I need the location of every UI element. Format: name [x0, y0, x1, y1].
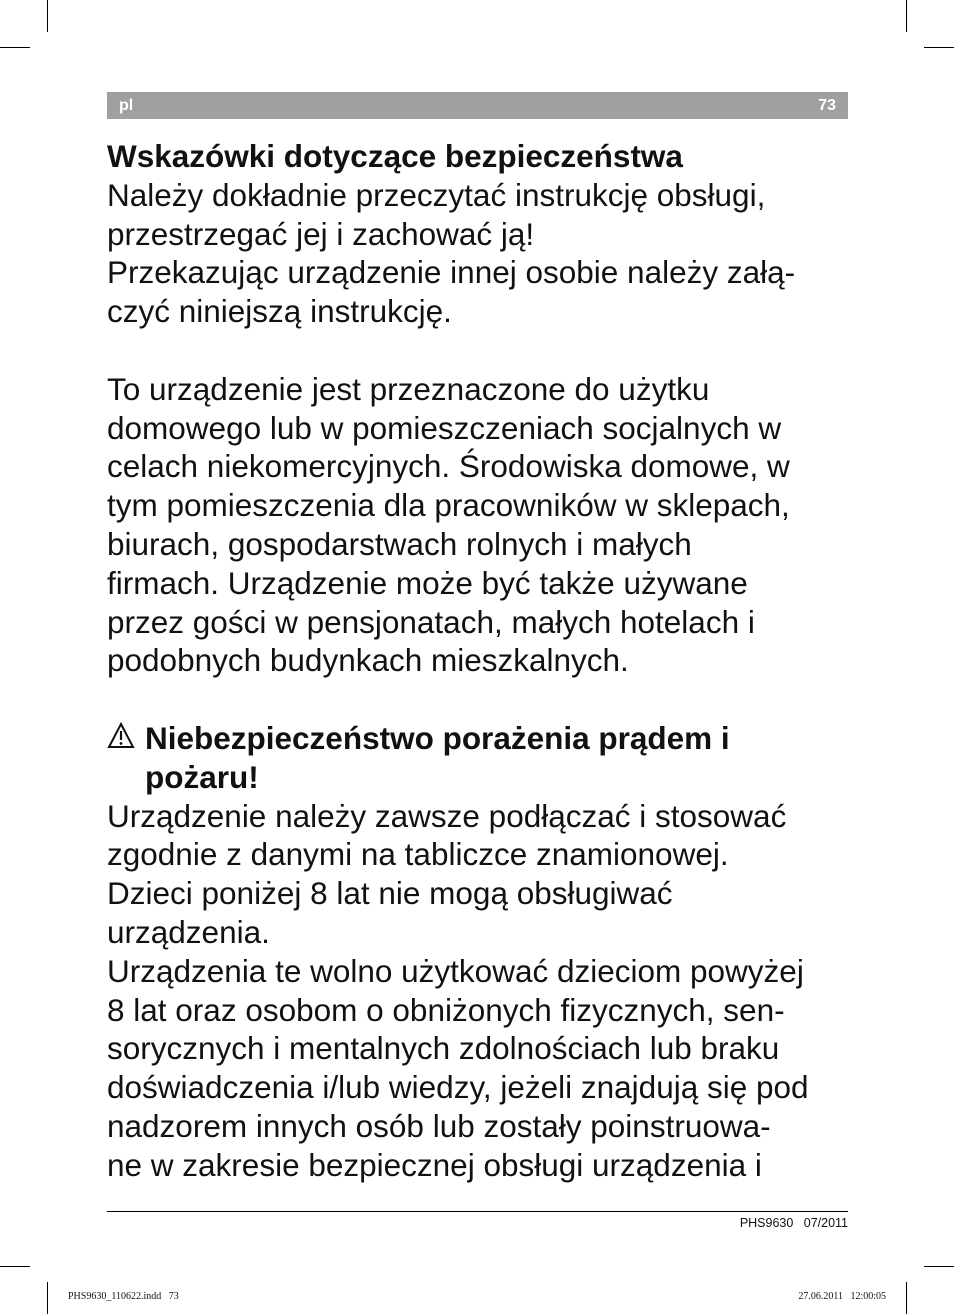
- intro-paragraph: [107, 176, 852, 331]
- text-line: przestrzegać jej i zachować ją!: [107, 215, 535, 252]
- print-slug-timestamp: 27.06.2011 12:00:05: [798, 1291, 886, 1302]
- text-line: podobnych budynkach mieszkalnych.: [107, 642, 629, 679]
- text-line: sorycznych i mentalnych zdolnościach lub braku: [107, 1030, 780, 1067]
- text-line: 8 lat oraz osobom o obniżonych fizycznych, sen-: [107, 991, 785, 1028]
- crop-mark: [0, 1266, 30, 1267]
- footer-model-date: PHS9630 07/2011: [739, 1216, 848, 1230]
- section-title: Wskazówki dotyczące bezpieczeństwa: [107, 138, 683, 174]
- warning-title-line: Niebezpieczeństwo porażenia prądem i: [145, 719, 730, 756]
- crop-mark: [906, 0, 907, 32]
- text-line: tym pomieszczenia dla pracowników w sklepach,: [107, 487, 790, 524]
- page-number: 73: [818, 96, 836, 114]
- usage-paragraph: [107, 370, 852, 680]
- text-line: celach niekomercyjnych. Środowiska domowe, w: [107, 448, 790, 485]
- text-line: Dzieci poniżej 8 lat nie mogą obsługiwać: [107, 875, 673, 912]
- text-line: Przekazując urządzenie innej osobie należy załą-: [107, 254, 796, 291]
- text-line: Urządzenia te wolno użytkować dzieciom powyżej: [107, 952, 804, 989]
- crop-mark: [47, 1282, 48, 1314]
- warning-body: [107, 797, 852, 1185]
- text-line: To urządzenie jest przeznaczone do użytku: [107, 370, 710, 407]
- text-line: biurach, gospodarstwach rolnych i małych: [107, 525, 692, 562]
- language-code: pl: [119, 96, 134, 114]
- crop-mark: [47, 0, 48, 32]
- text-line: nadzorem innych osób lub zostały poinstruowa-: [107, 1107, 771, 1144]
- warning-title-line: pożaru!: [145, 758, 259, 795]
- crop-mark: [906, 1282, 907, 1314]
- page-header-bar: [107, 92, 848, 119]
- warning-heading: [107, 719, 852, 797]
- page-content: [107, 137, 852, 1185]
- warning-triangle-icon: [107, 719, 145, 797]
- text-line: Należy dokładnie przeczytać instrukcję obsługi,: [107, 176, 766, 213]
- text-line: doświadczenia i/lub wiedzy, jeżeli znajdują się pod: [107, 1069, 809, 1106]
- crop-mark: [0, 47, 30, 48]
- text-line: firmach. Urządzenie może być także używane: [107, 564, 748, 601]
- print-slug-file: PHS9630_110622.indd 73: [68, 1291, 179, 1302]
- text-line: przez gości w pensjonatach, małych hotelach i: [107, 603, 755, 640]
- text-line: ne w zakresie bezpiecznej obsługi urządzenia i: [107, 1146, 762, 1183]
- text-line: zgodnie z danymi na tabliczce znamionowej.: [107, 836, 729, 873]
- text-line: urządzenia.: [107, 913, 270, 950]
- crop-mark: [924, 47, 954, 48]
- text-line: Urządzenie należy zawsze podłączać i stosować: [107, 797, 787, 834]
- footer-rule: [107, 1211, 848, 1212]
- text-line: domowego lub w pomieszczeniach socjalnych w: [107, 409, 782, 446]
- text-line: czyć niniejszą instrukcję.: [107, 293, 452, 330]
- crop-mark: [924, 1266, 954, 1267]
